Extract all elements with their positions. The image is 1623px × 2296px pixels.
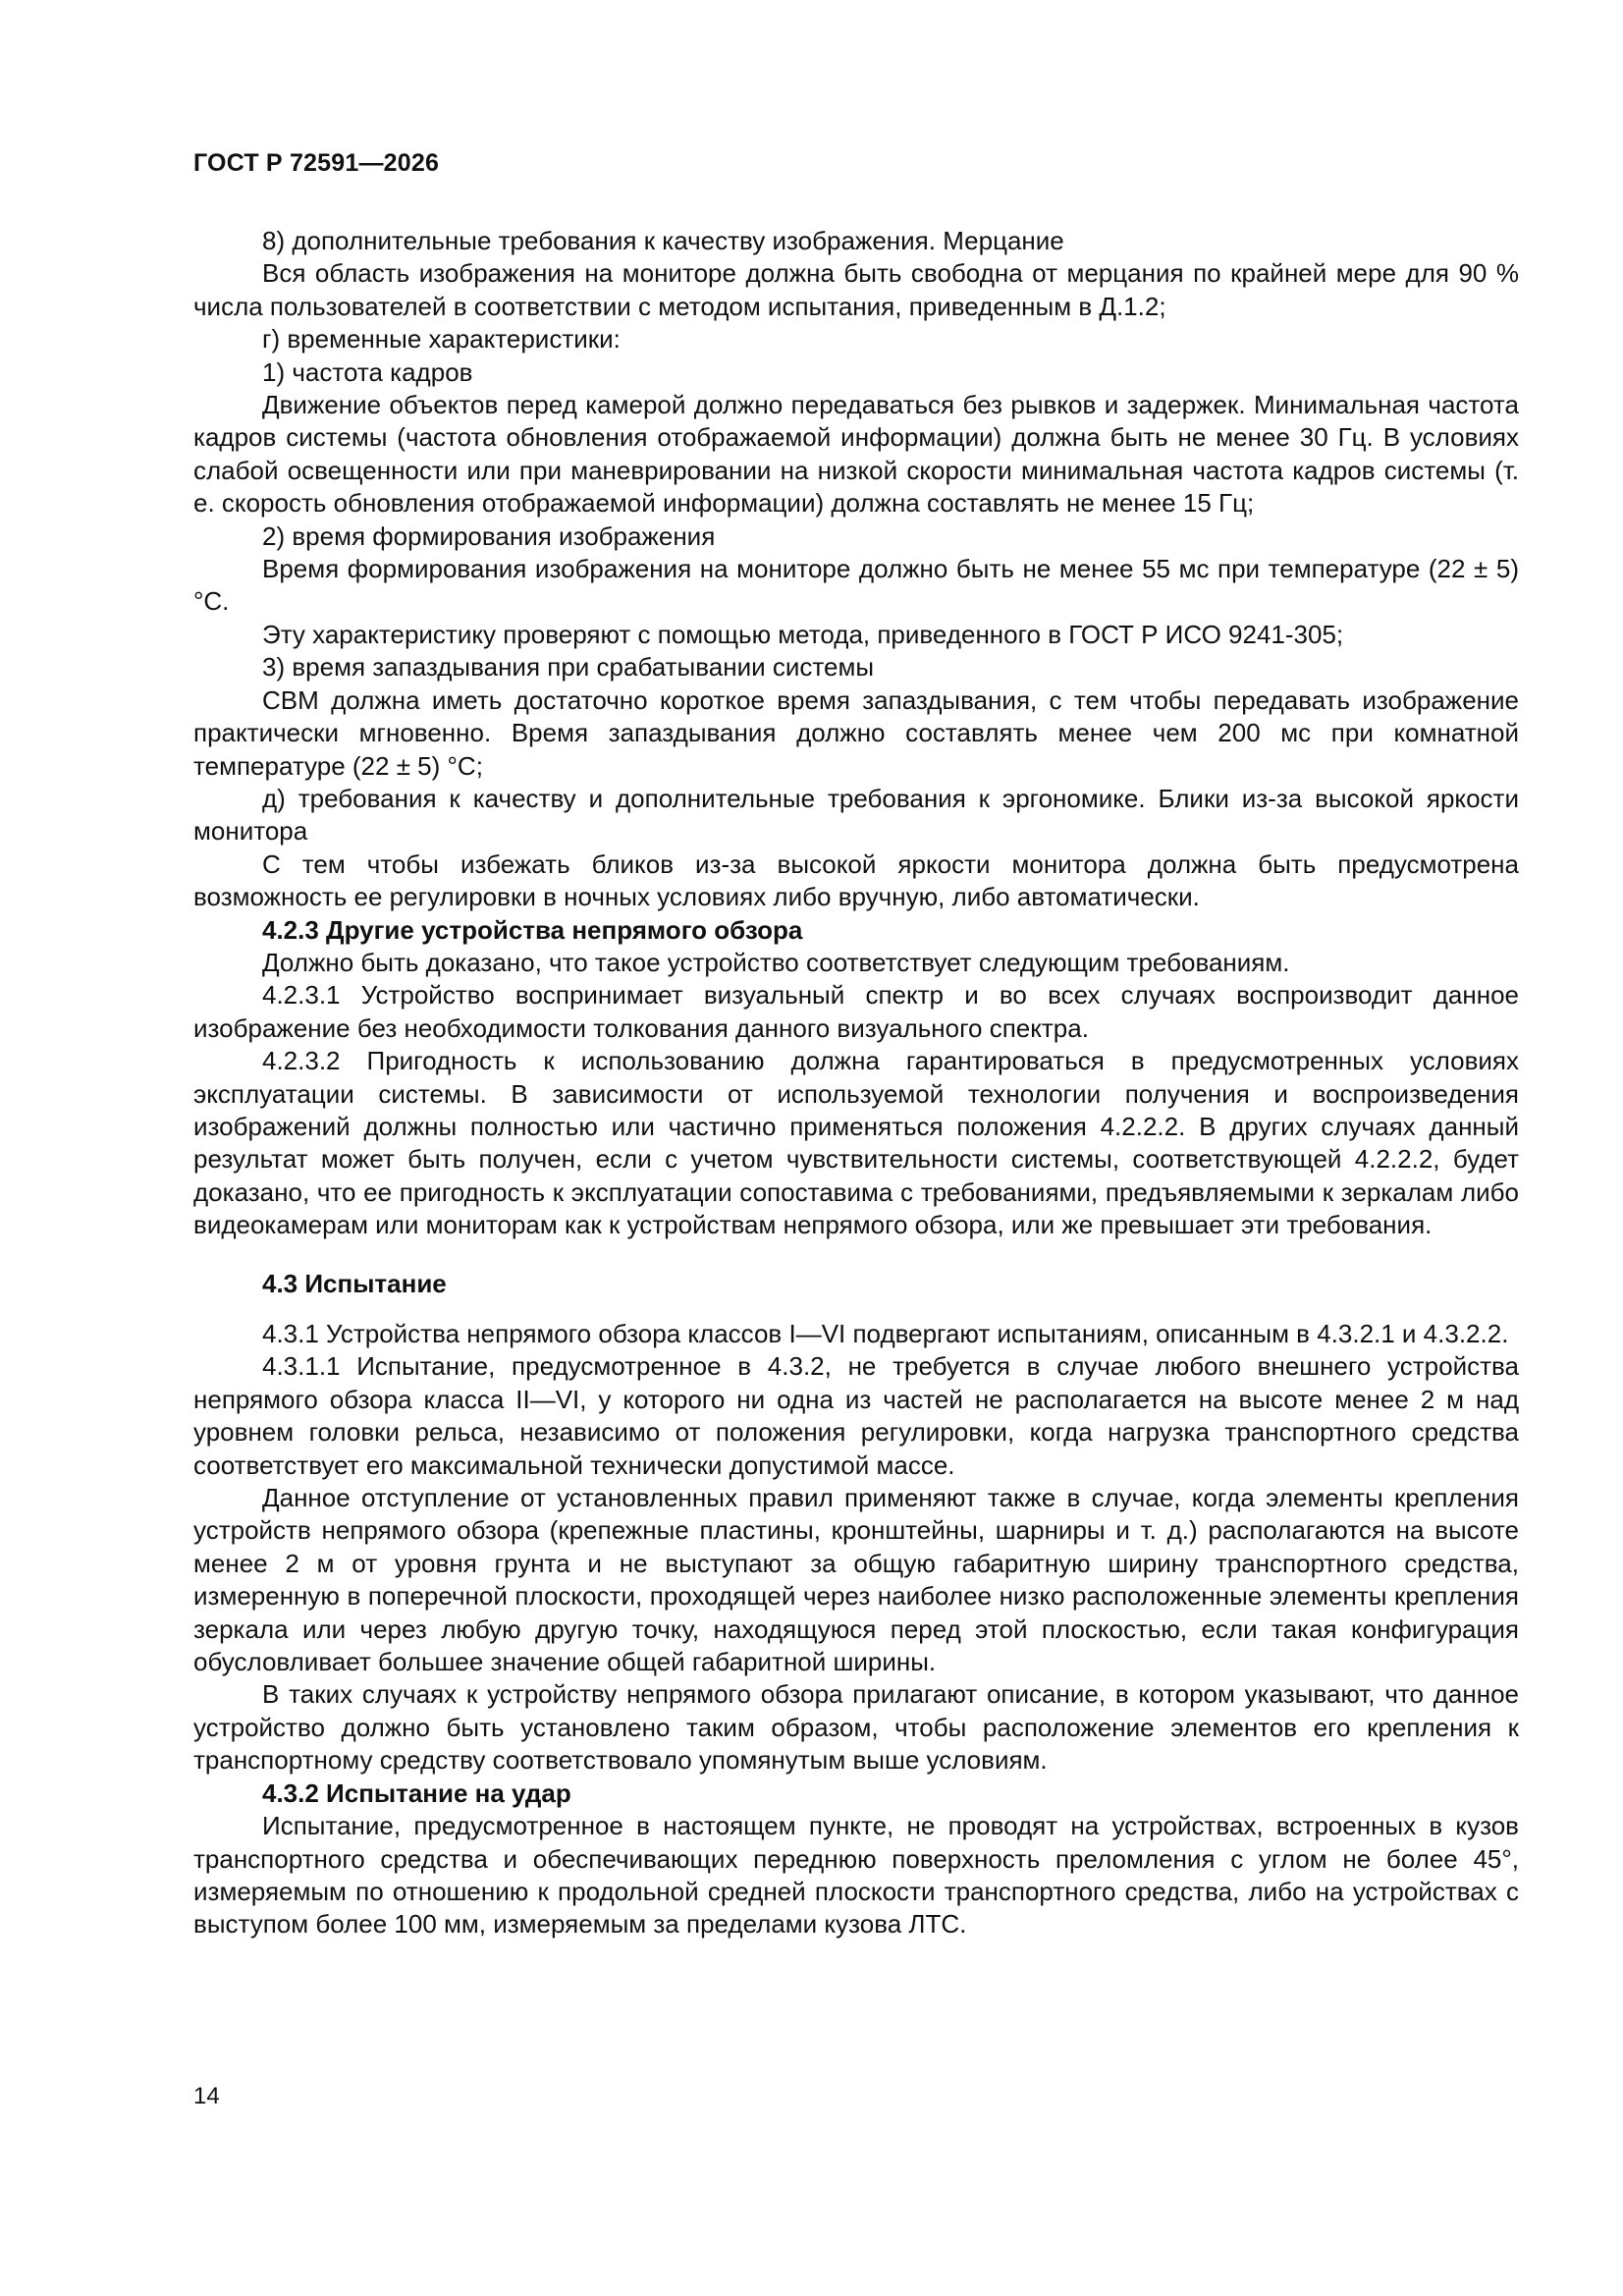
paragraph: д) требования к качеству и дополнительные требования к эргономике. Блики из-за высокой яркости монитора — [193, 783, 1519, 847]
paragraph: 1) частота кадров — [262, 356, 473, 387]
paragraph: Данное отступление от установленных правил применяют также в случае, когда элементы крепления устройств непрямого обзора (крепежные пластины, кронштейны, шарниры и т. д.) располагаются на высоте менее 2 м от уровня грунта и не выступают за общую габаритную ширину транспортного средства, измеренную в поперечной плоскости, проходящей через наиболее низко расположенные элементы крепления зеркала или через любую другую точку, находящуюся перед этой плоскостью, если такая конфигурация обусловливает большее значение общей габаритной ширины. — [193, 1483, 1519, 1677]
paragraph: Испытание, предусмотренное в настоящем пункте, не проводят на устройствах, встроенных в кузов транспортного средства и обеспечивающих переднюю поверхность преломления с углом не более 45°, измеряемым по отношению к продольной средней плоскости транспортного средства, либо на устройствах с выступом более 100 мм, измеряемым за пределами кузова ЛТС. — [193, 1811, 1519, 1940]
paragraph: В таких случаях к устройству непрямого обзора прилагают описание, в котором указывают, что данное устройство должно быть установлено таким образом, чтобы расположение элементов его крепления к транспортному средству соответствовало упомянутым выше условиям. — [193, 1679, 1519, 1776]
paragraph: 3) время запаздывания при срабатывании системы — [262, 652, 875, 683]
paragraph: Вся область изображения на мониторе должна быть свободна от мерцания по крайней мере для 90 % числа пользователей в соответствии с методом испытания, приведенным в Д.1.2; — [193, 258, 1519, 321]
paragraph: Время формирования изображения на мониторе должно быть не менее 55 мс при температуре (22 ± 5) °С. — [193, 554, 1519, 617]
paragraph: г) временные характеристики: — [262, 324, 621, 355]
paragraph: 2) время формирования изображения — [262, 520, 716, 551]
paragraph: 4.3.1.1 Испытание, предусмотренное в 4.3.2, не требуется в случае любого внешнего устройства непрямого обзора класса II—VI, у которого ни одна из частей не располагается на высоте менее 2 м над уровнем головки рельса, независимо от положения регулировки, когда нагрузка транспортного средства соответствует его максимальной технически допустимой массе. — [193, 1351, 1519, 1480]
section-heading: 4.3 Испытание — [262, 1268, 447, 1298]
document-body — [193, 225, 1519, 1941]
paragraph: С тем чтобы избежать бликов из-за высокой яркости монитора должна быть предусмотрена возможность ее регулировки в ночных условиях либо вручную, либо автоматически. — [193, 848, 1519, 912]
subsection-heading: 4.3.2 Испытание на удар — [262, 1777, 571, 1808]
page-header: ГОСТ Р 72591—2026 — [193, 149, 440, 177]
subsection-heading: 4.2.3 Другие устройства непрямого обзора — [262, 914, 803, 945]
paragraph: Движение объектов перед камерой должно передаваться без рывков и задержек. Минимальная частота кадров системы (частота обновления отображаемой информации) должна быть не менее 30 Гц. В условиях слабой освещенности или при маневрировании на низкой скорости минимальная частота кадров системы (т. е. скорость обновления отображаемой информации) должна составлять не менее 15 Гц; — [193, 390, 1519, 519]
paragraph: Эту характеристику проверяют с помощью метода, приведенного в ГОСТ Р ИСО 9241-305; — [262, 619, 1344, 649]
paragraph: 4.3.1 Устройства непрямого обзора классов I—VI подвергают испытаниям, описанным в 4.3.2.1 и 4.3.2.2. — [262, 1319, 1509, 1348]
paragraph: 8) дополнительные требования к качеству изображения. Мерцание — [262, 226, 1064, 255]
paragraph: 4.2.3.1 Устройство воспринимает визуальный спектр и во всех случаях воспроизводит данное изображение без необходимости толкования данного визуального спектра. — [193, 980, 1519, 1043]
paragraph: Должно быть доказано, что такое устройство соответствует следующим требованиям. — [262, 947, 1290, 977]
paragraph: СВМ должна иметь достаточно короткое время запаздывания, с тем чтобы передавать изображение практически мгновенно. Время запаздывания должно составлять менее чем 200 мс при комнатной температуре (22 ± 5) °С; — [193, 684, 1519, 781]
paragraph: 4.2.3.2 Пригодность к использованию должна гарантироваться в предусмотренных условиях эксплуатации системы. В зависимости от используемой технологии получения и воспроизведения изображений должны полностью или частично применяться положения 4.2.2.2. В других случаях данный результат может быть получен, если с учетом чувствительности системы, соответствующей 4.2.2.2, будет доказано, что ее пригодность к эксплуатации сопоставима с требованиями, предъявляемыми к зеркалам либо видеокамерам или мониторам как к устройствам непрямого обзора, или же превышает эти требования. — [193, 1046, 1519, 1240]
page-number: 14 — [193, 2083, 220, 2109]
